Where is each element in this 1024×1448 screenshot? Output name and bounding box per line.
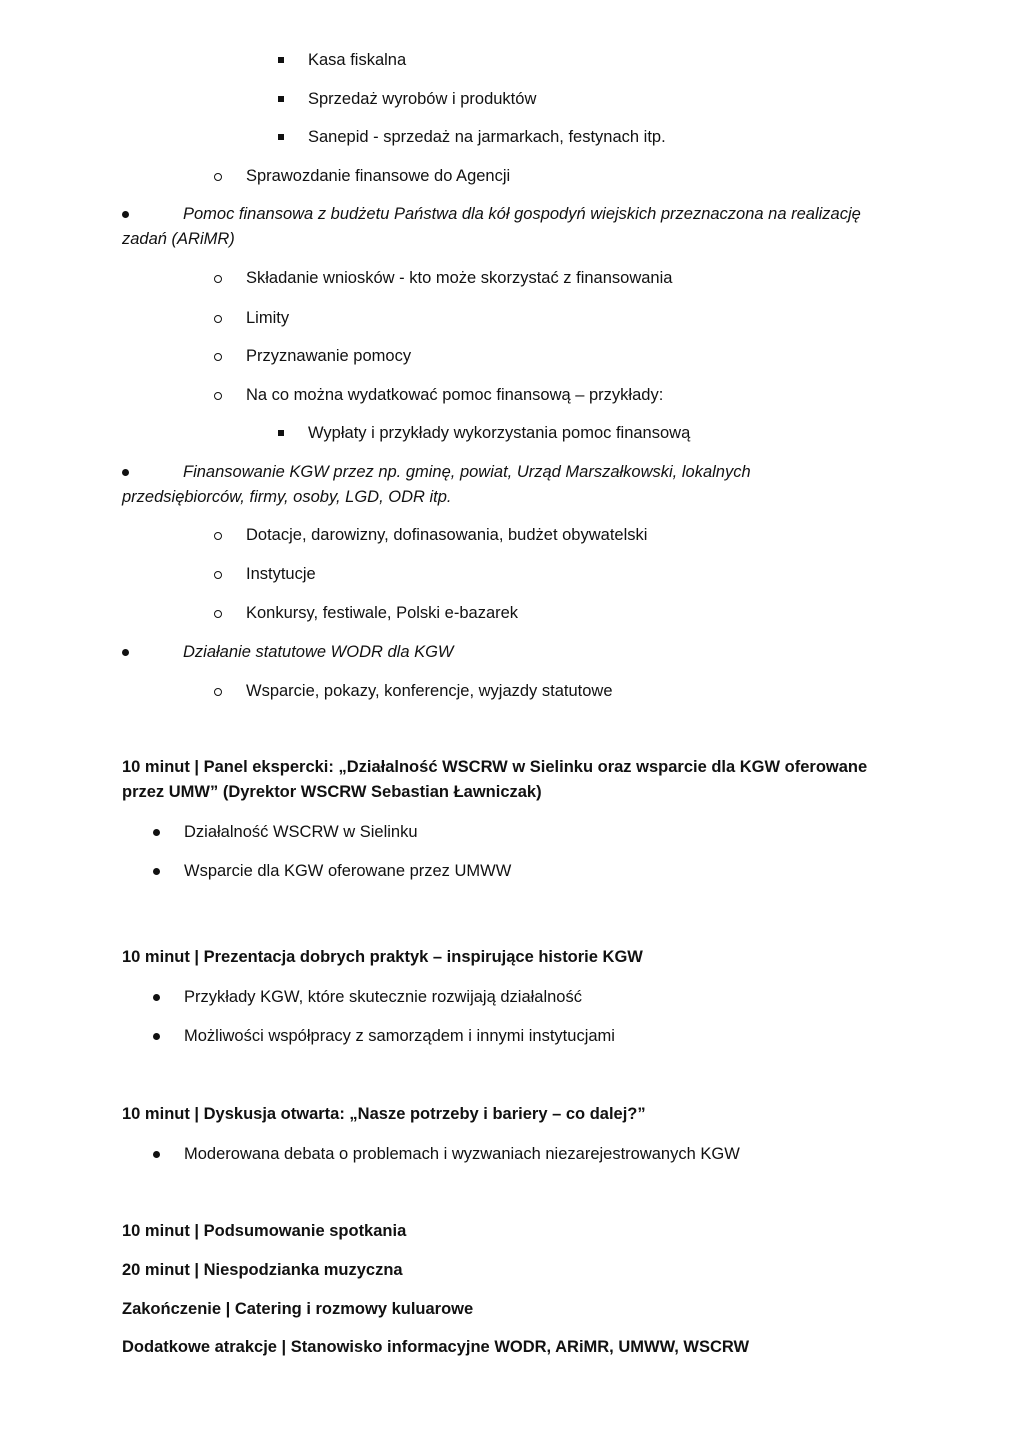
circle-bullet-icon	[214, 571, 222, 579]
agenda-heading: 10 minut | Podsumowanie spotkania	[122, 1222, 407, 1240]
bullet-icon	[153, 1033, 160, 1040]
agenda-heading: 20 minut | Niespodzianka muzyczna	[122, 1261, 403, 1279]
circle-bullet-icon	[214, 532, 222, 540]
agenda-heading: 10 minut | Panel ekspercki: „Działalność WSCRW w Sielinku oraz wsparcie dla KGW oferowane przez UMW” (Dyrektor WSCRW Sebastian Ławniczak)	[122, 758, 868, 801]
bullet-icon	[153, 829, 160, 836]
list-item: Możliwości współpracy z samorządem i innymi instytucjami	[184, 1027, 615, 1045]
list-item: Moderowana debata o problemach i wyzwaniach niezarejestrowanych KGW	[184, 1145, 740, 1163]
square-bullet-icon	[278, 134, 284, 140]
list-item: Przyznawanie pomocy	[246, 347, 412, 365]
list-item: Wsparcie, pokazy, konferencje, wyjazdy statutowe	[246, 682, 613, 700]
list-item: Działalność WSCRW w Sielinku	[184, 823, 418, 841]
section-heading: Działanie statutowe WODR dla KGW	[183, 643, 454, 661]
list-item: Sprzedaż wyrobów i produktów	[308, 90, 537, 108]
bullet-icon	[153, 868, 160, 875]
circle-bullet-icon	[214, 275, 222, 283]
list-item: Wsparcie dla KGW oferowane przez UMWW	[184, 862, 512, 880]
bullet-icon	[153, 994, 160, 1001]
list-item: Składanie wniosków - kto może skorzystać z finansowania	[246, 269, 673, 287]
list-item: Limity	[246, 309, 290, 327]
list-item: Dotacje, darowizny, dofinasowania, budżet obywatelski	[246, 526, 648, 544]
bullet-icon	[153, 1151, 160, 1158]
circle-bullet-icon	[214, 392, 222, 400]
circle-bullet-icon	[214, 353, 222, 361]
circle-bullet-icon	[214, 688, 222, 696]
agenda-heading: Dodatkowe atrakcje | Stanowisko informacyjne WODR, ARiMR, UMWW, WSCRW	[122, 1338, 750, 1356]
square-bullet-icon	[278, 430, 284, 436]
square-bullet-icon	[278, 96, 284, 102]
list-item: Konkursy, festiwale, Polski e-bazarek	[246, 604, 519, 622]
circle-bullet-icon	[214, 315, 222, 323]
list-item: Na co można wydatkować pomoc finansową – przykłady:	[246, 386, 664, 404]
list-item: Sanepid - sprzedaż na jarmarkach, festynach itp.	[308, 128, 666, 146]
circle-bullet-icon	[214, 173, 222, 181]
list-item: Kasa fiskalna	[308, 51, 407, 69]
circle-bullet-icon	[214, 610, 222, 618]
section-heading: Pomoc finansowa z budżetu Państwa dla kół gospodyń wiejskich przeznaczona na realizację zadań (ARiMR)	[122, 205, 861, 248]
agenda-heading: 10 minut | Dyskusja otwarta: „Nasze potrzeby i bariery – co dalej?”	[122, 1105, 646, 1123]
agenda-heading: Zakończenie | Catering i rozmowy kuluarowe	[122, 1300, 474, 1318]
square-bullet-icon	[278, 57, 284, 63]
section-heading: Finansowanie KGW przez np. gminę, powiat, Urząd Marszałkowski, lokalnych przedsiębiorców, firmy, osoby, LGD, ODR itp.	[122, 463, 751, 506]
list-item: Przykłady KGW, które skutecznie rozwijają działalność	[184, 988, 582, 1006]
agenda-heading: 10 minut | Prezentacja dobrych praktyk – inspirujące historie KGW	[122, 948, 643, 966]
list-item: Wypłaty i przykłady wykorzystania pomoc finansową	[308, 424, 691, 442]
bullet-icon	[122, 649, 129, 656]
list-item: Sprawozdanie finansowe do Agencji	[246, 167, 511, 185]
list-item: Instytucje	[246, 565, 316, 583]
